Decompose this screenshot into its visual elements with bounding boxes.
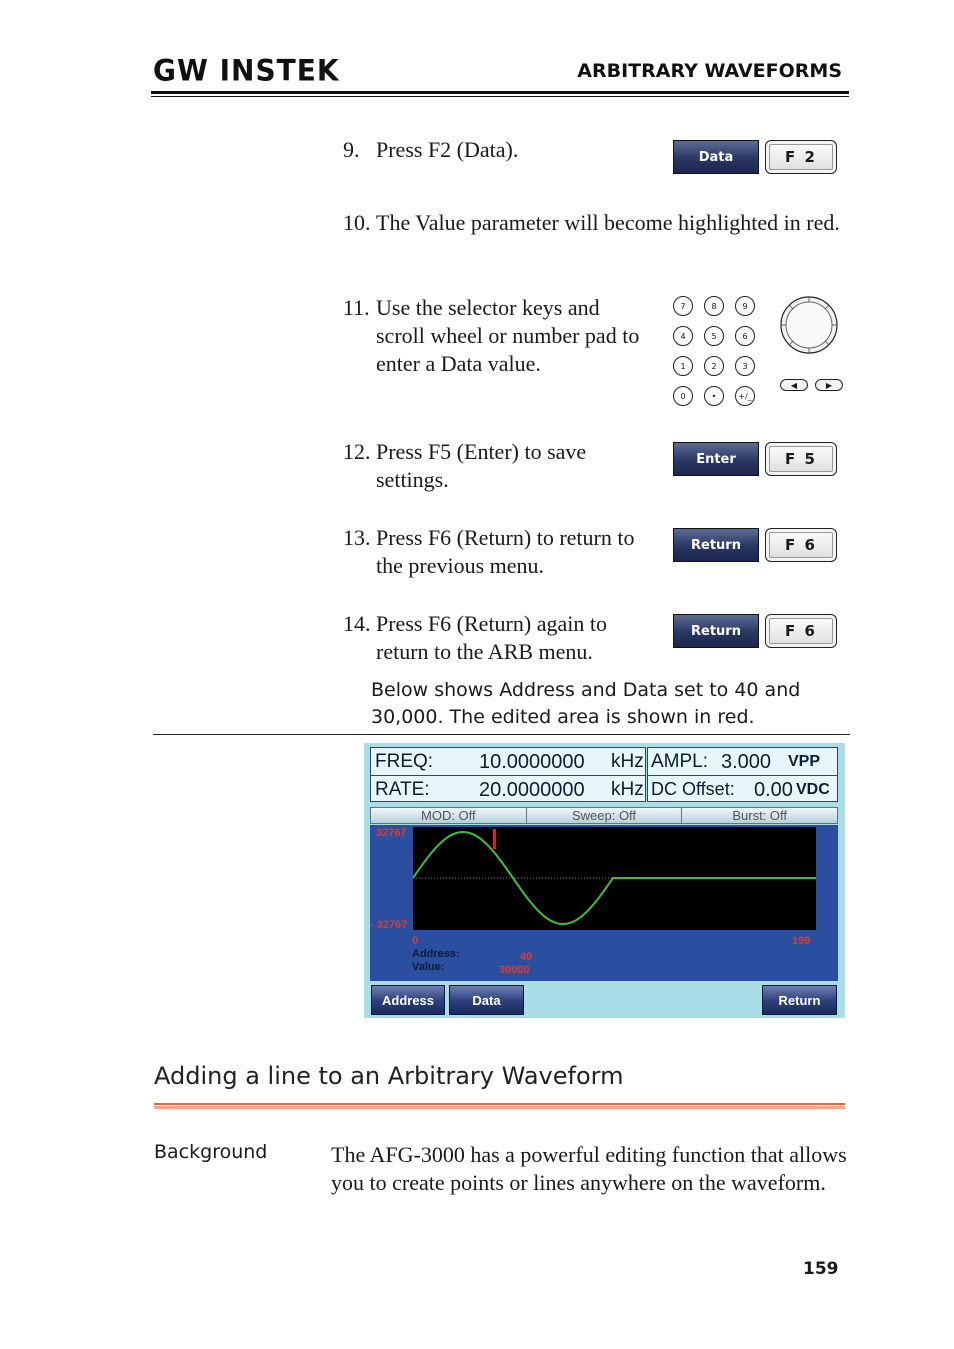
waveform-area <box>370 825 838 981</box>
numpad-key-1: 1 <box>673 356 693 376</box>
return-screen-button: Return <box>762 985 837 1015</box>
ampl-offset-panel <box>647 747 838 802</box>
tab-sweep: Sweep: Off <box>527 808 683 823</box>
dc-offset-value: 0.00 <box>754 779 793 801</box>
data-softkey: Data <box>673 140 759 174</box>
tab-mod: MOD: Off <box>371 808 527 823</box>
step-text: Press F6 (Return) again to return to the ARB menu. <box>376 611 607 664</box>
step-text: Press F5 (Enter) to save settings. <box>376 439 587 492</box>
section-title: ARBITRARY WAVEFORMS <box>577 60 842 82</box>
header-rule <box>151 91 849 94</box>
page-number: 159 <box>803 1259 839 1279</box>
status-tab-bar <box>370 807 838 824</box>
panel-divider <box>371 775 645 776</box>
right-arrow-key-icon: ▶ <box>815 379 843 391</box>
header-rule-thin <box>151 96 849 97</box>
numpad-key-2: 2 <box>704 356 724 376</box>
rate-value: 20.0000000 <box>479 779 585 801</box>
freq-value: 10.0000000 <box>479 751 585 773</box>
freq-label: FREQ: <box>375 751 434 772</box>
step-12 <box>343 438 653 494</box>
edited-point-marker <box>493 829 496 849</box>
step-9 <box>343 136 653 164</box>
heading-rule-light <box>154 1106 845 1109</box>
x-axis-start-label: 0 <box>412 935 419 947</box>
step-number: 12. <box>343 439 371 464</box>
return-softkey: Return <box>673 614 759 648</box>
numpad-key-dot: • <box>704 386 724 406</box>
x-axis-end-label: 199 <box>792 935 811 947</box>
step-number: 13. <box>343 525 371 550</box>
step-text: Press F2 (Data). <box>376 137 519 162</box>
step-text: Press F6 (Return) to return to the previous menu. <box>376 525 635 578</box>
step-number: 9. <box>343 137 360 162</box>
f2-key: F 2 <box>765 140 837 174</box>
step-10 <box>343 209 843 237</box>
waveform-trace <box>413 827 816 930</box>
step-number: 11. <box>343 295 370 320</box>
freq-unit: kHz <box>611 751 644 772</box>
section-heading: Adding a line to an Arbitrary Waveform <box>154 1062 624 1090</box>
numpad-key-4: 4 <box>673 326 693 346</box>
brand-logo: GW INSTEK <box>153 53 340 88</box>
numpad-key-3: 3 <box>735 356 755 376</box>
background-label: Background <box>154 1141 268 1163</box>
ampl-value: 3.000 <box>721 751 772 773</box>
data-screen-button: Data <box>449 985 524 1015</box>
ampl-unit: VPP <box>788 753 821 770</box>
dc-offset-label: DC Offset: <box>651 779 735 799</box>
step-number: 14. <box>343 611 371 636</box>
dc-offset-unit: VDC <box>796 781 830 798</box>
value-label: Value: <box>412 961 445 973</box>
numpad-key-9: 9 <box>735 296 755 316</box>
ampl-label: AMPL: <box>651 751 709 772</box>
instrument-screen <box>364 743 845 1018</box>
step-14 <box>343 610 653 666</box>
enter-softkey: Enter <box>673 442 759 476</box>
divider <box>153 734 850 735</box>
step-text: Use the selector keys and scroll wheel or number pad to enter a Data value. <box>376 295 640 376</box>
heading-rule <box>154 1103 845 1105</box>
f5-key: F 5 <box>765 442 837 476</box>
return-softkey: Return <box>673 528 759 562</box>
panel-divider <box>648 775 837 776</box>
f6-key: F 6 <box>765 614 837 648</box>
numpad-key-sign: +/_ <box>735 386 755 406</box>
address-label: Address: <box>412 948 460 960</box>
value-value: 30000 <box>499 964 530 976</box>
background-text: The AFG-3000 has a powerful editing function that allows you to create points or lines anywhere on the waveform. <box>331 1142 847 1195</box>
numpad-key-8: 8 <box>704 296 724 316</box>
numpad-key-6: 6 <box>735 326 755 346</box>
figure-caption: Below shows Address and Data set to 40 and 30,000. The edited area is shown in red. <box>371 679 801 728</box>
step-13 <box>343 524 653 580</box>
tab-burst: Burst: Off <box>732 808 788 823</box>
freq-rate-panel <box>370 747 646 802</box>
address-value: 40 <box>520 951 533 963</box>
numpad-key-0: 0 <box>673 386 693 406</box>
step-number: 10. <box>343 210 371 235</box>
rate-unit: kHz <box>611 779 644 800</box>
numpad-key-7: 7 <box>673 296 693 316</box>
y-axis-top-label: 32767 <box>376 827 407 839</box>
step-11 <box>343 294 653 378</box>
left-arrow-key-icon: ◀ <box>780 379 808 391</box>
scroll-wheel-icon <box>779 294 839 356</box>
y-axis-bottom-label: - 32767 <box>370 919 408 931</box>
rate-label: RATE: <box>375 779 430 800</box>
step-text: The Value parameter will become highlighted in red. <box>376 210 840 235</box>
address-screen-button: Address <box>371 985 445 1015</box>
numpad-key-5: 5 <box>704 326 724 346</box>
f6-key: F 6 <box>765 528 837 562</box>
